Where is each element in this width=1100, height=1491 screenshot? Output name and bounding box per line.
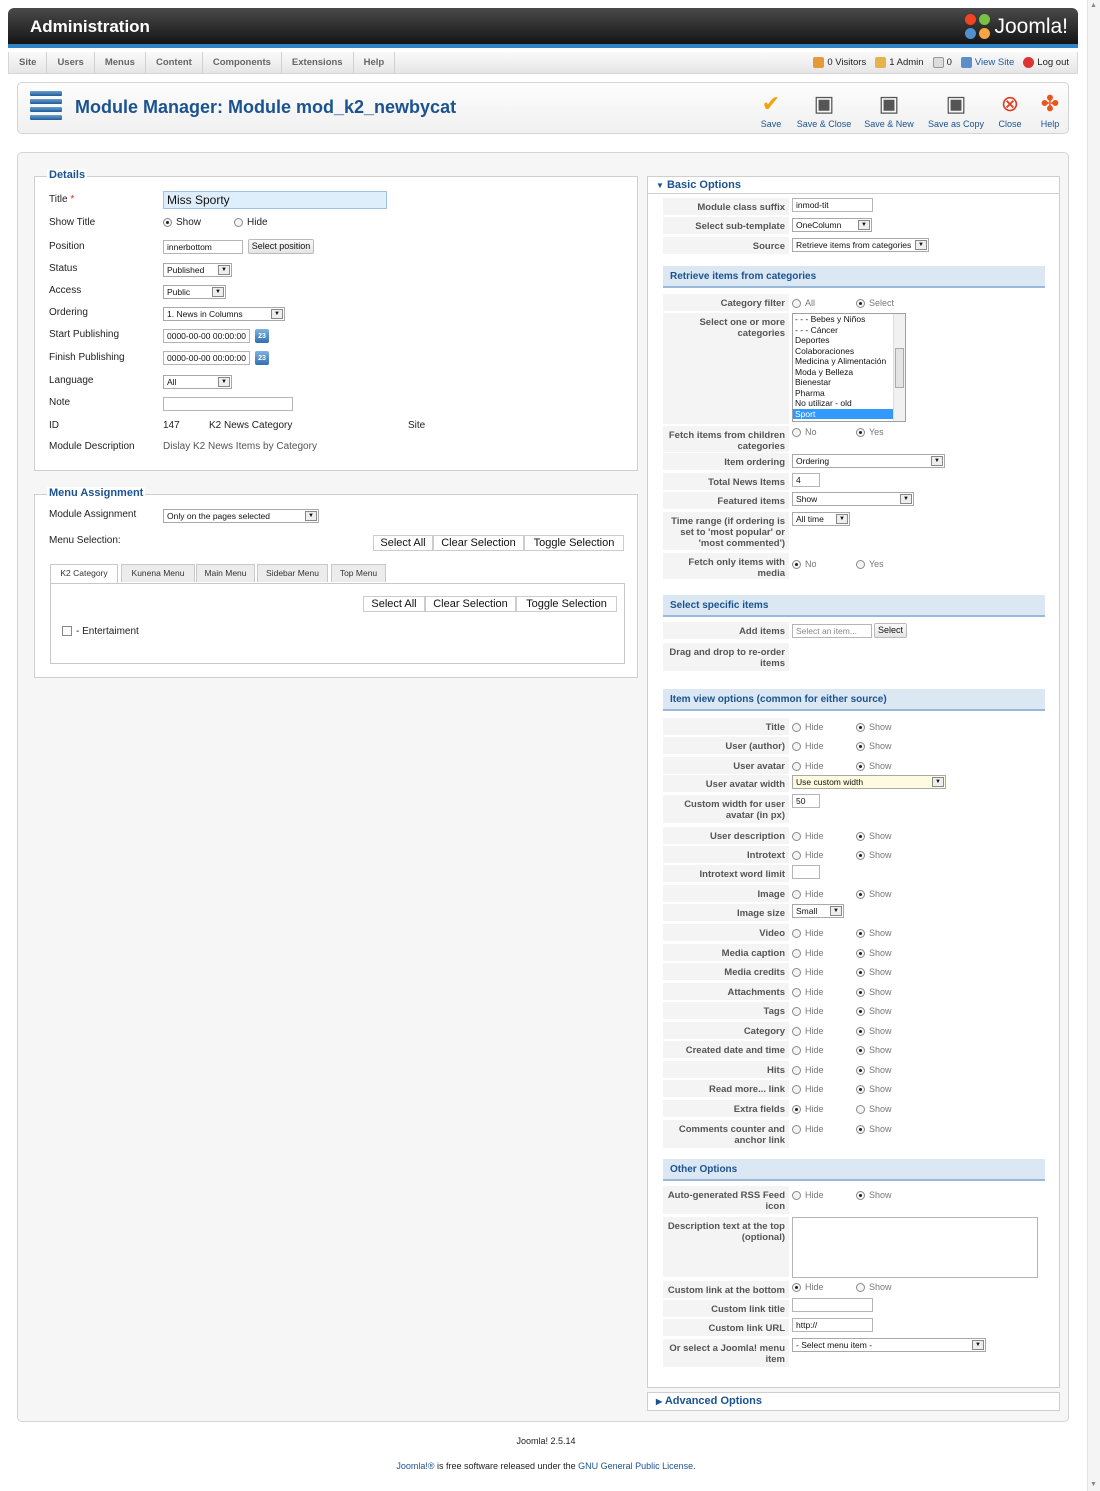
chevron-down-icon: ▼ [305, 511, 317, 521]
time-range-label: Time range (if ordering is set to 'most popular' or 'most commented') [663, 512, 789, 550]
view-option-label: Title [663, 718, 789, 735]
view-option-label: Introtext [663, 846, 789, 863]
chevron-down-icon: ▼ [218, 377, 230, 387]
view-option-show[interactable]: Show [856, 722, 892, 732]
user-avatar-width-label: User avatar width [663, 775, 789, 792]
chevron-down-icon: ▼ [931, 456, 943, 466]
view-option-label: User avatar [663, 757, 789, 774]
checkbox-icon[interactable] [62, 626, 72, 636]
rss-hide[interactable]: Hide [792, 1190, 824, 1200]
chevron-down-icon: ▼ [972, 1340, 984, 1350]
gpl-link[interactable]: GNU General Public License [578, 1461, 694, 1471]
chevron-down-icon: ▼ [271, 309, 283, 319]
category-option[interactable]: Bienestar [795, 377, 831, 387]
menu-content[interactable]: Content [146, 52, 203, 73]
admin-icon [875, 57, 886, 68]
view-option-label: Image [663, 885, 789, 902]
rss-show[interactable]: Show [856, 1190, 892, 1200]
version-text: Joomla! 2.5.14 [516, 1436, 576, 1446]
chevron-down-icon: ▼ [218, 265, 230, 275]
save-close-button[interactable]: ▣ Save & Close [794, 91, 854, 129]
save-new-button[interactable]: ▣ Save & New [859, 91, 919, 129]
item-ordering-label: Item ordering [663, 453, 789, 470]
specific-items-heading: Select specific items [663, 595, 1045, 617]
custom-link-title-label: Custom link title [663, 1300, 789, 1317]
module-type: K2 News Category [209, 420, 293, 431]
custom-link-url-label: Custom link URL [663, 1319, 789, 1336]
tab-main-menu[interactable]: Main Menu [196, 564, 255, 582]
view-option-hide[interactable]: Hide [792, 1065, 824, 1075]
description-text-label: Description text at the top (optional) [663, 1217, 789, 1277]
total-news-items-label: Total News Items [663, 473, 789, 490]
view-option-show[interactable]: Show [856, 928, 892, 938]
view-option-show[interactable]: Show [856, 948, 892, 958]
view-site-icon [961, 57, 972, 68]
admin-count: 1 Admin [889, 57, 924, 68]
category-filter-label: Category filter [663, 294, 789, 311]
view-option-show[interactable]: Show [856, 1045, 892, 1055]
image-size-select[interactable]: Small ▼ [792, 904, 844, 918]
fetch-media-yes[interactable]: Yes [856, 559, 884, 569]
retrieve-items-heading: Retrieve items from categories [663, 266, 1045, 288]
status-label: Status [49, 263, 78, 274]
basic-options-panel [647, 176, 1060, 1388]
description-textarea[interactable] [792, 1217, 1038, 1278]
status-bar [804, 52, 1069, 73]
show-title-show-option[interactable]: Show [163, 217, 201, 228]
show-title-hide-option[interactable]: Hide [234, 217, 268, 228]
joomla-menu-item-select[interactable]: - Select menu item - ▼ [792, 1338, 986, 1352]
access-label: Access [49, 285, 82, 296]
view-option-hide[interactable]: Hide [792, 889, 824, 899]
view-option-label: Video [663, 924, 789, 941]
toolbar [17, 82, 1069, 134]
view-option-show[interactable]: Show [856, 1124, 892, 1134]
position-input[interactable]: innerbottom [163, 240, 243, 254]
logout-link[interactable]: Log out [1037, 57, 1069, 68]
item-ordering-select[interactable]: Ordering ▼ [792, 454, 945, 468]
messages-count: 0 [946, 57, 952, 68]
fetch-children-yes[interactable]: Yes [856, 427, 884, 437]
menu-users[interactable]: Users [47, 52, 94, 73]
menu-menus[interactable]: Menus [95, 52, 146, 73]
menu-extensions[interactable]: Extensions [282, 52, 354, 73]
tab-k2-category[interactable]: K2 Category [50, 564, 118, 583]
id-label: ID [49, 420, 59, 431]
time-range-select[interactable]: All time ▼ [792, 512, 850, 526]
view-option-show[interactable]: Show [856, 889, 892, 899]
fetch-children-label: Fetch items from children categories [663, 426, 789, 452]
save-close-icon: ▣ [813, 91, 835, 116]
tab-kunena-menu[interactable]: Kunena Menu [121, 564, 195, 582]
sub-template-label: Select sub-template [663, 217, 789, 234]
joomla-logo-icon [965, 14, 991, 40]
triangle-down-icon: ▼ [656, 181, 664, 190]
view-option-hide[interactable]: Hide [792, 987, 824, 997]
access-select[interactable]: Public ▼ [163, 285, 226, 299]
module-description-value: Dislay K2 News Items by Category [163, 441, 317, 452]
panel-select-all-button[interactable]: Select All [363, 596, 425, 612]
introtext-word-limit-input[interactable] [792, 865, 820, 879]
view-option-hide[interactable]: Hide [792, 831, 824, 841]
category-option[interactable]: Pharma [795, 387, 825, 398]
advanced-options-heading[interactable]: ▶ Advanced Options [656, 1395, 762, 1407]
view-site-link[interactable]: View Site [974, 57, 1015, 68]
position-label: Position [49, 241, 85, 252]
view-option-label: Read more... link [663, 1080, 789, 1097]
categories-listbox[interactable] [792, 313, 906, 422]
select-item-button[interactable]: Select [874, 623, 907, 638]
view-option-label: User (author) [663, 737, 789, 754]
other-options-heading: Other Options [663, 1159, 1045, 1181]
menu-assignment-fieldset [34, 487, 638, 678]
language-label: Language [49, 375, 94, 386]
view-option-show[interactable]: Show [856, 741, 892, 751]
chevron-down-icon: ▼ [900, 494, 912, 504]
menu-components[interactable]: Components [203, 52, 282, 73]
custom-link-show[interactable]: Show [856, 1282, 892, 1292]
tab-sidebar-menu[interactable]: Sidebar Menu [257, 564, 328, 582]
module-description-label: Module Description [49, 441, 135, 452]
custom-width-input[interactable]: 50 [792, 794, 820, 808]
scroll-down-icon[interactable]: ▼ [1090, 1481, 1097, 1488]
module-class-suffix-label: Module class suffix [663, 198, 789, 215]
ordering-label: Ordering [49, 307, 88, 318]
custom-link-url-input[interactable]: http:// [792, 1318, 873, 1332]
joomla-link[interactable]: Joomla!® [396, 1461, 435, 1471]
save-button[interactable]: ✔ Save [741, 91, 801, 129]
module-assignment-label: Module Assignment [49, 509, 137, 520]
visitors-icon [813, 57, 824, 68]
chevron-down-icon: ▼ [915, 240, 927, 250]
finish-publishing-label: Finish Publishing [49, 352, 125, 363]
module-client: Site [408, 420, 426, 431]
messages-icon [933, 57, 944, 68]
categories-label: Select one or more categories [663, 313, 789, 424]
menu-help[interactable]: Help [354, 52, 396, 73]
chevron-down-icon: ▼ [932, 777, 944, 787]
tab-panel [50, 583, 625, 664]
calendar-icon[interactable]: 23 [255, 351, 269, 365]
rss-feed-label: Auto-generated RSS Feed icon [663, 1186, 789, 1214]
language-select[interactable]: All ▼ [163, 375, 232, 389]
view-option-hide[interactable]: Hide [792, 1026, 824, 1036]
category-option[interactable]: Colaboraciones [795, 345, 855, 356]
category-option[interactable]: No utilizar - old [795, 398, 852, 408]
admin-title: Administration [30, 17, 150, 36]
title-input[interactable]: Miss Sporty [163, 191, 387, 209]
radio-icon[interactable] [234, 218, 243, 227]
basic-options-heading[interactable]: ▼ Basic Options [656, 179, 741, 191]
menu-assignment-legend: Menu Assignment [49, 487, 144, 499]
view-option-hide[interactable]: Hide [792, 948, 824, 958]
id-value: 147 [163, 420, 180, 431]
menu-tabs [50, 564, 625, 584]
admin-header [8, 8, 1078, 48]
category-option[interactable]: Moda y Belleza [795, 366, 854, 377]
view-option-show[interactable]: Show [856, 850, 892, 860]
image-size-label: Image size [663, 904, 789, 921]
calendar-icon[interactable]: 23 [255, 329, 269, 343]
view-option-label: Tags [663, 1002, 789, 1019]
source-label: Source [663, 237, 789, 254]
radio-selected-icon[interactable] [163, 218, 172, 227]
view-option-hide[interactable]: Hide [792, 1084, 824, 1094]
module-manager-icon [30, 91, 62, 125]
help-icon: ✤ [1040, 91, 1060, 116]
close-icon: ⊗ [1000, 91, 1020, 116]
view-option-hide[interactable]: Hide [792, 1124, 824, 1134]
note-input[interactable] [163, 397, 293, 411]
view-option-show[interactable]: Show [856, 1104, 892, 1114]
menu-item-entertaiment[interactable]: - Entertaiment [62, 626, 139, 637]
view-option-hide[interactable]: Hide [792, 761, 824, 771]
source-select[interactable]: Retrieve items from categories ▼ [792, 238, 929, 252]
title-label: Title * [49, 194, 75, 205]
save-new-icon: ▣ [878, 91, 900, 116]
category-option[interactable]: Medicina y Alimentación [795, 356, 887, 366]
view-option-label: Hits [663, 1061, 789, 1078]
view-option-label: User description [663, 827, 789, 844]
start-publishing-input[interactable]: 0000-00-00 00:00:00 [163, 329, 250, 343]
module-assignment-select[interactable]: Only on the pages selected ▼ [163, 509, 319, 523]
featured-items-label: Featured items [663, 492, 789, 509]
user-avatar-width-select[interactable]: Use custom width ▼ [792, 775, 946, 789]
tab-top-menu[interactable]: Top Menu [331, 564, 386, 582]
category-filter-select[interactable]: Select [856, 298, 894, 308]
chevron-down-icon: ▼ [830, 906, 842, 916]
joomla-logo: Joomla! [965, 12, 1068, 42]
category-filter-all[interactable]: All [792, 298, 815, 308]
start-publishing-label: Start Publishing [49, 329, 120, 340]
toggle-selection-button[interactable]: Toggle Selection [524, 535, 624, 551]
view-option-hide[interactable]: Hide [792, 850, 824, 860]
category-option[interactable]: Deportes [795, 335, 830, 345]
view-option-show[interactable]: Show [856, 1065, 892, 1075]
view-option-label: Media caption [663, 944, 789, 961]
module-class-suffix-input[interactable]: inmod-tit [792, 198, 873, 212]
view-option-hide[interactable]: Hide [792, 1006, 824, 1016]
menu-site[interactable]: Site [9, 52, 47, 73]
introtext-word-limit-label: Introtext word limit [663, 865, 789, 882]
chevron-down-icon: ▼ [836, 514, 848, 524]
details-legend: Details [49, 169, 86, 181]
advanced-options-panel[interactable] [647, 1392, 1060, 1411]
ordering-select[interactable]: 1. News in Columns ▼ [163, 307, 285, 321]
logout-icon [1023, 57, 1034, 68]
view-option-hide[interactable]: Hide [792, 928, 824, 938]
category-option[interactable]: - - - Bebes y Niños [795, 314, 866, 324]
view-option-hide[interactable]: Hide [792, 741, 824, 751]
select-all-button[interactable]: Select All [373, 535, 433, 551]
add-items-input[interactable]: Select an item... [792, 624, 872, 638]
status-select[interactable]: Published ▼ [163, 263, 232, 277]
triangle-right-icon: ▶ [656, 1397, 663, 1406]
custom-link-title-input[interactable] [792, 1298, 873, 1312]
view-option-show[interactable]: Show [856, 831, 892, 841]
view-option-show[interactable]: Show [856, 1084, 892, 1094]
add-items-label: Add items [663, 622, 789, 639]
joomla-menu-item-label: Or select a Joomla! menu item [663, 1339, 789, 1367]
category-option[interactable]: - - - Cáncer [795, 324, 838, 335]
panel-toggle-selection-button[interactable]: Toggle Selection [516, 596, 617, 612]
select-position-button[interactable]: Select position [248, 239, 314, 254]
page-scrollbar[interactable] [1087, 0, 1100, 1491]
show-title-label: Show Title [49, 217, 96, 228]
save-copy-button[interactable]: ▣ Save as Copy [927, 91, 985, 129]
total-news-items-input[interactable]: 4 [792, 473, 820, 487]
drag-reorder-label: Drag and drop to re-order items [663, 643, 789, 671]
view-option-label: Created date and time [663, 1041, 789, 1058]
close-button[interactable]: ⊗ Close [980, 91, 1040, 129]
listbox-scrollbar[interactable] [893, 314, 905, 421]
fetch-media-no[interactable]: No [792, 559, 817, 569]
view-option-show[interactable]: Show [856, 1006, 892, 1016]
fetch-children-no[interactable]: No [792, 427, 817, 437]
save-copy-icon: ▣ [945, 91, 967, 116]
finish-publishing-input[interactable]: 0000-00-00 00:00:00 [163, 351, 250, 365]
custom-link-label: Custom link at the bottom [663, 1281, 789, 1298]
view-option-hide[interactable]: Hide [792, 1104, 824, 1114]
view-option-hide[interactable]: Hide [792, 967, 824, 977]
note-label: Note [49, 397, 71, 408]
menu-selection-label: Menu Selection: [49, 535, 121, 546]
checkmark-icon: ✔ [761, 91, 781, 116]
view-option-label: Category [663, 1022, 789, 1039]
category-option-selected[interactable]: Sport [793, 409, 905, 420]
featured-items-select[interactable]: Show ▼ [792, 492, 914, 506]
view-option-label: Attachments [663, 983, 789, 1000]
custom-link-hide[interactable]: Hide [792, 1282, 824, 1292]
chevron-down-icon: ▼ [858, 220, 870, 230]
view-option-show[interactable]: Show [856, 1026, 892, 1036]
chevron-down-icon: ▼ [212, 287, 224, 297]
view-option-label: Comments counter and anchor link [663, 1120, 789, 1148]
item-view-options-heading: Item view options (common for either source) [663, 689, 1045, 711]
panel-clear-selection-button[interactable]: Clear Selection [425, 596, 516, 612]
view-option-show[interactable]: Show [856, 987, 892, 997]
visitors-count: 0 Visitors [827, 57, 867, 68]
fetch-media-label: Fetch only items with media [663, 553, 789, 579]
view-option-hide[interactable]: Hide [792, 1045, 824, 1055]
clear-selection-button[interactable]: Clear Selection [433, 535, 524, 551]
main-menubar [8, 52, 1078, 74]
view-option-label: Media credits [663, 963, 789, 980]
details-fieldset [34, 169, 638, 471]
view-option-show[interactable]: Show [856, 761, 892, 771]
sub-template-select[interactable]: OneColumn ▼ [792, 218, 872, 232]
view-option-label: Extra fields [663, 1100, 789, 1117]
license-text: Joomla!® is free software released under the GNU General Public License. [396, 1461, 696, 1471]
page-title: Module Manager: Module mod_k2_newbycat [75, 97, 457, 117]
view-option-hide[interactable]: Hide [792, 722, 824, 732]
scroll-up-icon[interactable]: ▲ [1090, 2, 1097, 9]
custom-width-label: Custom width for user avatar (in px) [663, 795, 789, 823]
view-option-show[interactable]: Show [856, 967, 892, 977]
help-button[interactable]: ✤ Help [1020, 91, 1080, 129]
